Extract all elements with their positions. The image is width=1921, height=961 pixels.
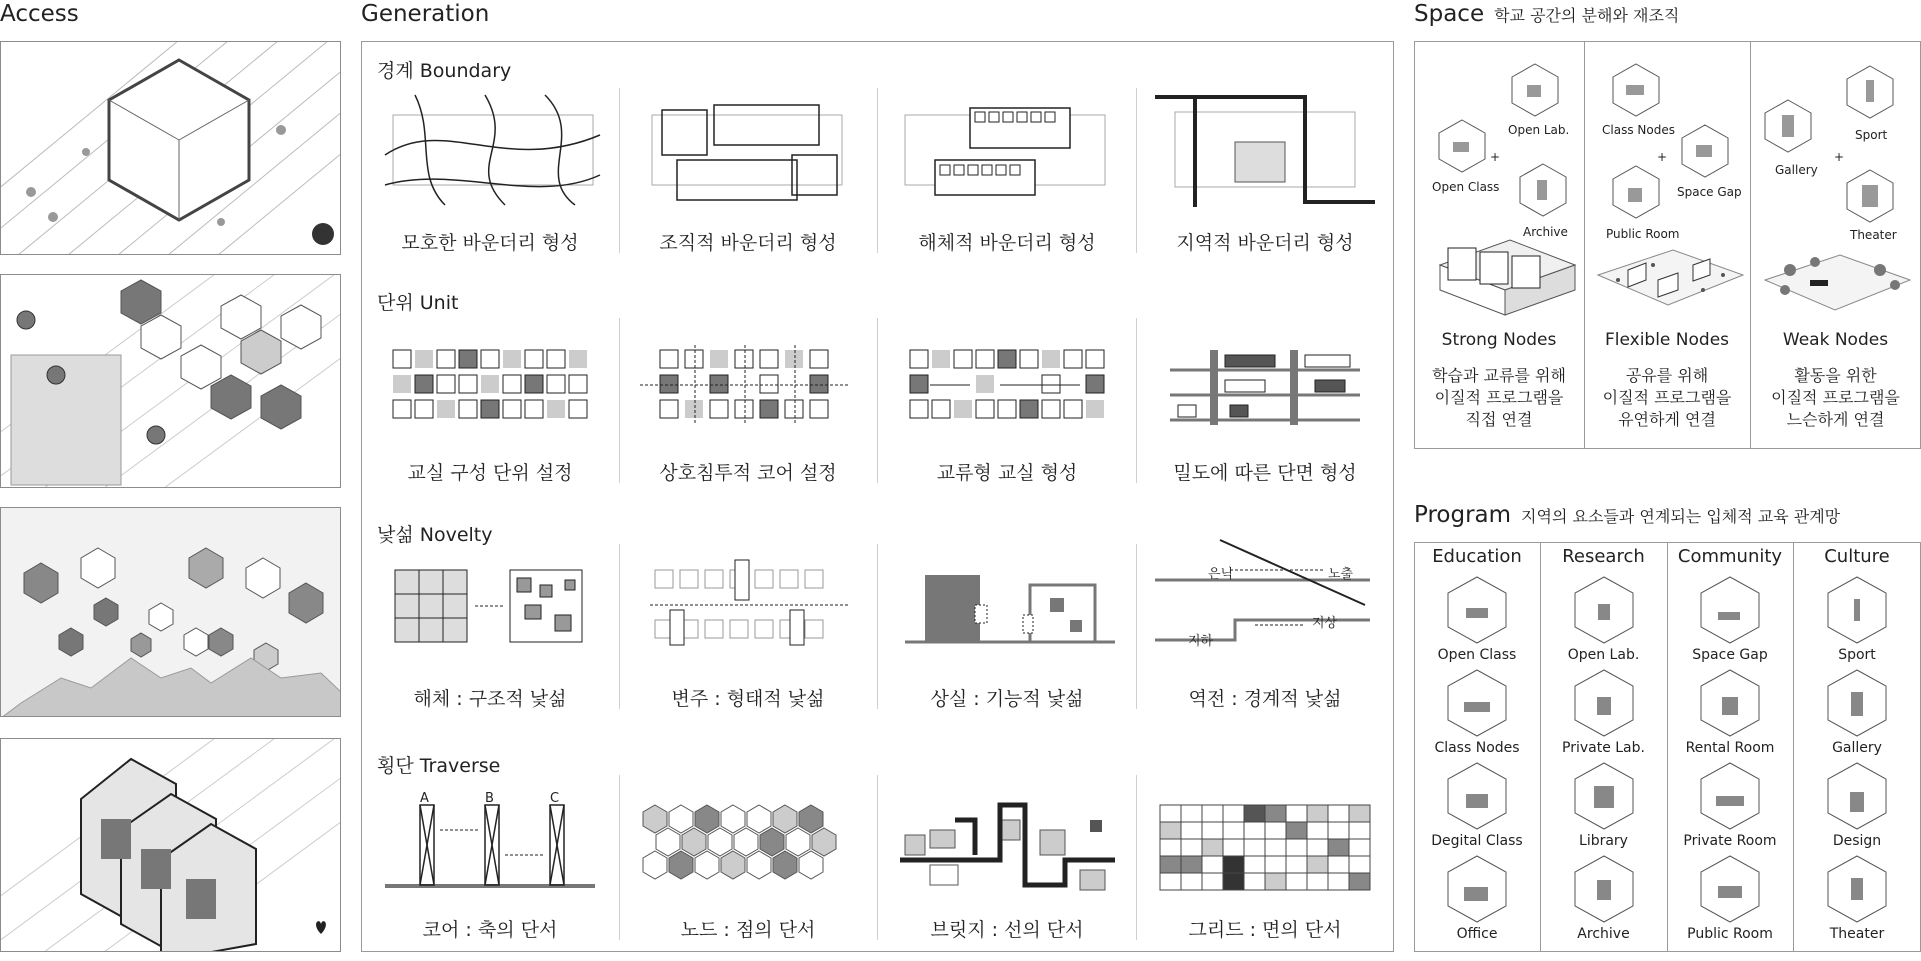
plus-sign: +	[1834, 150, 1845, 164]
program-item: Design	[1832, 833, 1882, 849]
flexible-nodes-illustration	[1598, 60, 1743, 240]
novelty-functional-diagram	[905, 570, 1115, 645]
divider	[1136, 318, 1137, 483]
access-floating-hex-illustration	[1, 508, 341, 717]
divider	[619, 318, 620, 483]
caption: 역전 : 경계적 낯섦	[1188, 688, 1342, 710]
space-item-label: Open Lab.	[1508, 123, 1570, 137]
program-item: Degital Class	[1431, 833, 1523, 849]
space-title: Space 학교 공간의 분해와 재조직	[1414, 1, 1680, 27]
traverse-grid-diagram	[1160, 805, 1370, 890]
caption: 밀도에 따른 단면 형성	[1173, 462, 1357, 484]
caption: 코어 : 축의 단서	[422, 919, 558, 941]
generation-title: Generation	[361, 1, 490, 27]
program-hexagon-grid	[1414, 574, 1921, 944]
space-subtitle: 학교 공간의 분해와 재조직	[1494, 6, 1680, 25]
caption: 상실 : 기능적 낯섦	[930, 688, 1084, 710]
program-item: Public Room	[1687, 926, 1773, 942]
space-item-label: Space Gap	[1677, 185, 1742, 199]
divider	[877, 775, 878, 940]
strong-nodes-title: Strong Nodes	[1441, 330, 1557, 350]
divider	[877, 88, 878, 253]
strong-nodes-desc: 학습과 교류를 위해 이질적 프로그램을 직접 연결	[1432, 366, 1566, 429]
program-item: Rental Room	[1685, 740, 1775, 756]
divider	[877, 318, 878, 483]
access-panel-2	[0, 274, 341, 488]
caption: 지역적 바운더리 형성	[1176, 232, 1354, 254]
space-item-label: Open Class	[1432, 180, 1500, 194]
strong-nodes-building	[1440, 240, 1575, 315]
divider	[619, 88, 620, 253]
caption: 변주 : 형태적 낯섦	[671, 688, 825, 710]
program-item: Private Room	[1683, 833, 1777, 849]
boundary-regional-diagram	[1155, 92, 1375, 212]
caption: 모호한 바운더리 형성	[401, 232, 579, 254]
novelty-formal-diagram	[650, 550, 850, 650]
program-column-culture: Culture	[1824, 546, 1890, 567]
row-title-traverse: 횡단 Traverse	[377, 755, 501, 777]
divider	[1136, 544, 1137, 709]
row-title-novelty: 낯섦 Novelty	[377, 524, 493, 546]
program-item: Class Nodes	[1434, 740, 1520, 756]
space-item-label: Theater	[1850, 228, 1897, 242]
space-item-label: Gallery	[1775, 163, 1818, 177]
caption: 해체 : 구조적 낯섦	[413, 688, 567, 710]
core-label-b: B	[485, 791, 494, 806]
caption: 해체적 바운더리 형성	[918, 232, 1096, 254]
flexible-nodes-title: Flexible Nodes	[1604, 330, 1730, 350]
novelty-label-hide: 은닉	[1208, 567, 1234, 582]
boundary-organized-diagram	[652, 100, 852, 200]
weak-nodes-desc: 활동을 위한 이질적 프로그램을 느슨하게 연결	[1771, 366, 1900, 429]
program-item: Open Lab.	[1567, 647, 1640, 663]
program-item: Office	[1456, 926, 1498, 942]
novelty-structural-diagram	[395, 570, 585, 645]
program-item: Space Gap	[1692, 647, 1768, 663]
novelty-label-underground: 지하	[1188, 634, 1214, 649]
divider	[877, 544, 878, 709]
program-item: Library	[1579, 833, 1628, 849]
divider	[619, 544, 620, 709]
strong-nodes-illustration	[1435, 60, 1580, 240]
divider	[1136, 88, 1137, 253]
novelty-boundary-diagram	[1155, 535, 1370, 645]
access-panel-1	[0, 41, 341, 255]
program-item: Theater	[1829, 926, 1885, 942]
plus-sign: +	[1490, 150, 1501, 164]
core-label-c: C	[550, 791, 560, 806]
access-panel-3	[0, 507, 341, 717]
program-item: Open Class	[1437, 647, 1517, 663]
program-column-education: Education	[1432, 546, 1522, 567]
program-item: Archive	[1577, 926, 1630, 942]
access-hex-cluster-illustration	[1, 275, 341, 488]
unit-exchange-classroom-diagram	[910, 345, 1105, 430]
caption: 그리드 : 면의 단서	[1188, 919, 1342, 941]
program-title: Program 지역의 요소들과 연계되는 입체적 교육 관계망	[1414, 502, 1841, 528]
caption: 노드 : 점의 단서	[680, 919, 816, 941]
divider	[1136, 775, 1137, 940]
caption: 교실 구성 단위 설정	[407, 462, 573, 484]
row-title-boundary: 경계 Boundary	[377, 60, 512, 82]
space-item-label: Class Nodes	[1602, 123, 1675, 137]
space-item-label: Public Room	[1606, 227, 1680, 241]
plus-sign: +	[1657, 150, 1668, 164]
program-item: Private Lab.	[1562, 740, 1645, 756]
program-item: Gallery	[1832, 740, 1882, 756]
unit-section-diagram	[1170, 350, 1360, 430]
caption: 교류형 교실 형성	[936, 462, 1078, 484]
unit-classroom-grid-diagram	[393, 345, 588, 430]
caption: 상호침투적 코어 설정	[659, 462, 837, 484]
flexible-nodes-desc: 공유를 위해 이질적 프로그램을 유연하게 연결	[1602, 366, 1732, 429]
novelty-label-expose: 노출	[1328, 567, 1354, 582]
traverse-core-axis-diagram	[385, 800, 595, 890]
divider	[619, 775, 620, 940]
weak-nodes-site	[1765, 250, 1910, 315]
core-label-a: A	[420, 791, 429, 806]
flexible-nodes-site	[1598, 245, 1743, 315]
boundary-ambiguous-diagram	[385, 95, 600, 205]
novelty-label-ground: 지상	[1312, 616, 1338, 631]
program-column-research: Research	[1562, 546, 1645, 567]
program-subtitle: 지역의 요소들과 연계되는 입체적 교육 관계망	[1521, 507, 1841, 526]
row-title-unit: 단위 Unit	[377, 292, 459, 314]
unit-core-diagram	[640, 345, 850, 430]
traverse-node-diagram	[645, 800, 845, 895]
boundary-deconstructed-diagram	[905, 100, 1110, 200]
access-volume-illustration	[1, 739, 341, 952]
weak-nodes-title: Weak Nodes	[1782, 330, 1889, 350]
caption: 브릿지 : 선의 단서	[930, 919, 1084, 941]
access-panel-4	[0, 738, 341, 952]
space-item-label: Archive	[1523, 225, 1568, 239]
program-column-community: Community	[1677, 546, 1783, 567]
program-item: Sport	[1838, 647, 1876, 663]
space-item-label: Sport	[1855, 128, 1888, 142]
caption: 조직적 바운더리 형성	[659, 232, 837, 254]
access-title: Access	[0, 1, 79, 27]
access-hexagon-illustration	[1, 42, 341, 255]
traverse-bridge-diagram	[900, 800, 1115, 895]
